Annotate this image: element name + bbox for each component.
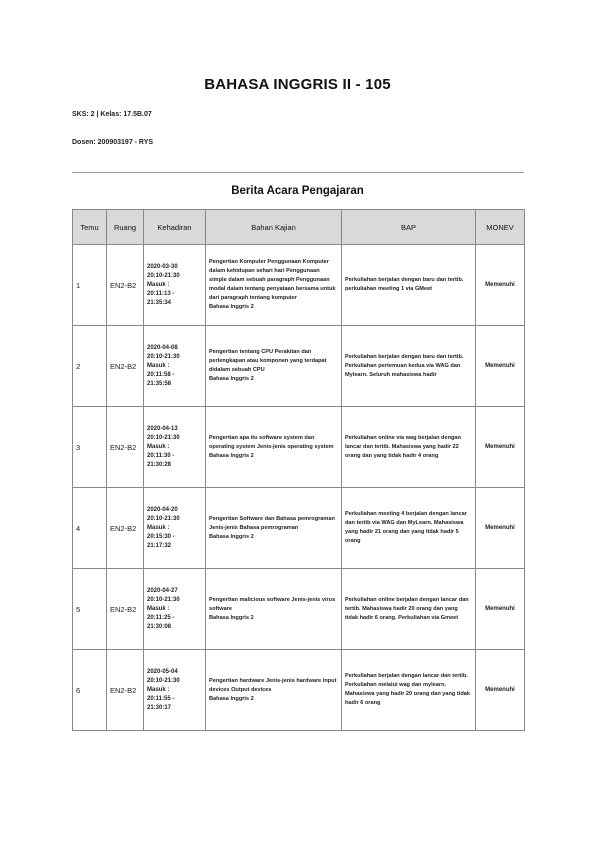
kehadiran-cell: 2020-05-04 20:10-21:30 Masuk : 20:11:55 - 21:30:17 [144, 650, 206, 731]
bap-cell: Perkuliahan meeting 4 berjalan dengan lancar dan tertib via WAG dan MyLearn. Mahasiswa yang hadir 21 orang dan yang tidak hadir 5 orang [342, 488, 476, 569]
bahan-kajian-cell: Pengertian apa itu software system dan operating system Jenis-jenis operating system Bahasa Inggris 2 [206, 407, 342, 488]
bahan-kajian-cell: Pengertian Software dan Bahasa pemrograman Jenis-jenis Bahasa pemrograman Bahasa Inggris 2 [206, 488, 342, 569]
column-header-kehadiran: Kehadiran [144, 210, 206, 245]
temu-cell: 4 [73, 488, 107, 569]
ruang-cell: EN2-B2 [107, 488, 144, 569]
table-header-row [73, 210, 525, 245]
ruang-cell: EN2-B2 [107, 245, 144, 326]
monev-cell: Memenuhi [476, 407, 525, 488]
bap-table [72, 209, 525, 731]
monev-cell: Memenuhi [476, 488, 525, 569]
kehadiran-cell: 2020-04-27 20:10-21:30 Masuk : 20:11:25 - 21:30:08 [144, 569, 206, 650]
column-header-monev: MONEV [476, 210, 525, 245]
monev-cell: Memenuhi [476, 326, 525, 407]
ruang-cell: EN2-B2 [107, 650, 144, 731]
bahan-kajian-cell: Pengertian Komputer Penggunaan Komputer dalam kehidupan sehari hari Penggunaan simple dalam sebuah paragraph Penggunaan modal dalam tentang penyataan bersama untuk dari paragraph tentang komputer Bahasa Inggris 2 [206, 245, 342, 326]
temu-cell: 2 [73, 326, 107, 407]
ruang-cell: EN2-B2 [107, 569, 144, 650]
temu-cell: 1 [73, 245, 107, 326]
column-header-ruang: Ruang [107, 210, 144, 245]
dosen-info: Dosen: 200903197 - RYS [72, 139, 154, 146]
section-title: Berita Acara Pengajaran [231, 185, 364, 197]
ruang-cell: EN2-B2 [107, 326, 144, 407]
bap-cell: Perkuliahan berjalan dengan baru dan tertib. Perkuliahan pertemuan kedua via WAG dan Mylearn. Seluruh mahasiswa hadir [342, 326, 476, 407]
table-row [73, 407, 525, 488]
bap-cell: Perkuliahan online berjalan dengan lancar dan tertib. Mahasiswa hadir 20 orang dan yang tidak hadir 6 orang. Perkuliahan via Gmeet [342, 569, 476, 650]
table-row [73, 569, 525, 650]
column-header-bap: BAP [342, 210, 476, 245]
column-header-bahan-kajian: Bahan Kajian [206, 210, 342, 245]
page-title: BAHASA INGGRIS II - 105 [204, 76, 391, 93]
bahan-kajian-cell: Pengertian hardware Jenis-jenis hardware input devices Output devices Bahasa Inggris 2 [206, 650, 342, 731]
temu-cell: 5 [73, 569, 107, 650]
table-row [73, 650, 525, 731]
bap-cell: Perkuliahan berjalan dengan baru dan tertib. perkuliahan meeting 1 via GMeet [342, 245, 476, 326]
monev-cell: Memenuhi [476, 650, 525, 731]
kehadiran-cell: 2020-03-30 20:10-21:30 Masuk : 20:11:13 - 21:35:34 [144, 245, 206, 326]
kehadiran-cell: 2020-04-08 20:10-21:30 Masuk : 20:11:58 - 21:35:58 [144, 326, 206, 407]
temu-cell: 3 [73, 407, 107, 488]
bahan-kajian-cell: Pengertian malicious software Jenis-jenis virus software Bahasa Inggris 2 [206, 569, 342, 650]
table-row [73, 245, 525, 326]
bahan-kajian-cell: Pengertian tentang CPU Perakitan dan perlengkapan atau komponen yang terdapat didalam sebuah CPU Bahasa Inggris 2 [206, 326, 342, 407]
column-header-temu: Temu [73, 210, 107, 245]
bap-cell: Perkuliahan online via wag berjalan dengan lancar dan tertib. Mahasiswa yang hadir 22 orang dan yang tidak hadir 4 orang [342, 407, 476, 488]
monev-cell: Memenuhi [476, 569, 525, 650]
sks-kelas-info: SKS: 2 | Kelas: 17.5B.07 [72, 111, 152, 118]
kehadiran-cell: 2020-04-13 20:10-21:30 Masuk : 20:11:30 - 21:30:28 [144, 407, 206, 488]
table-row [73, 488, 525, 569]
divider [72, 172, 524, 173]
kehadiran-cell: 2020-04-20 20:10-21:30 Masuk : 20:15:30 - 21:17:32 [144, 488, 206, 569]
table-row [73, 326, 525, 407]
temu-cell: 6 [73, 650, 107, 731]
ruang-cell: EN2-B2 [107, 407, 144, 488]
monev-cell: Memenuhi [476, 245, 525, 326]
bap-cell: Perkuliahan berjalan dengan lancar dan tertib. Perkuliahan melalui wag dan mylearn. Mahasiswa yang hadir 20 orang dan yang tidak hadir 6 orang [342, 650, 476, 731]
